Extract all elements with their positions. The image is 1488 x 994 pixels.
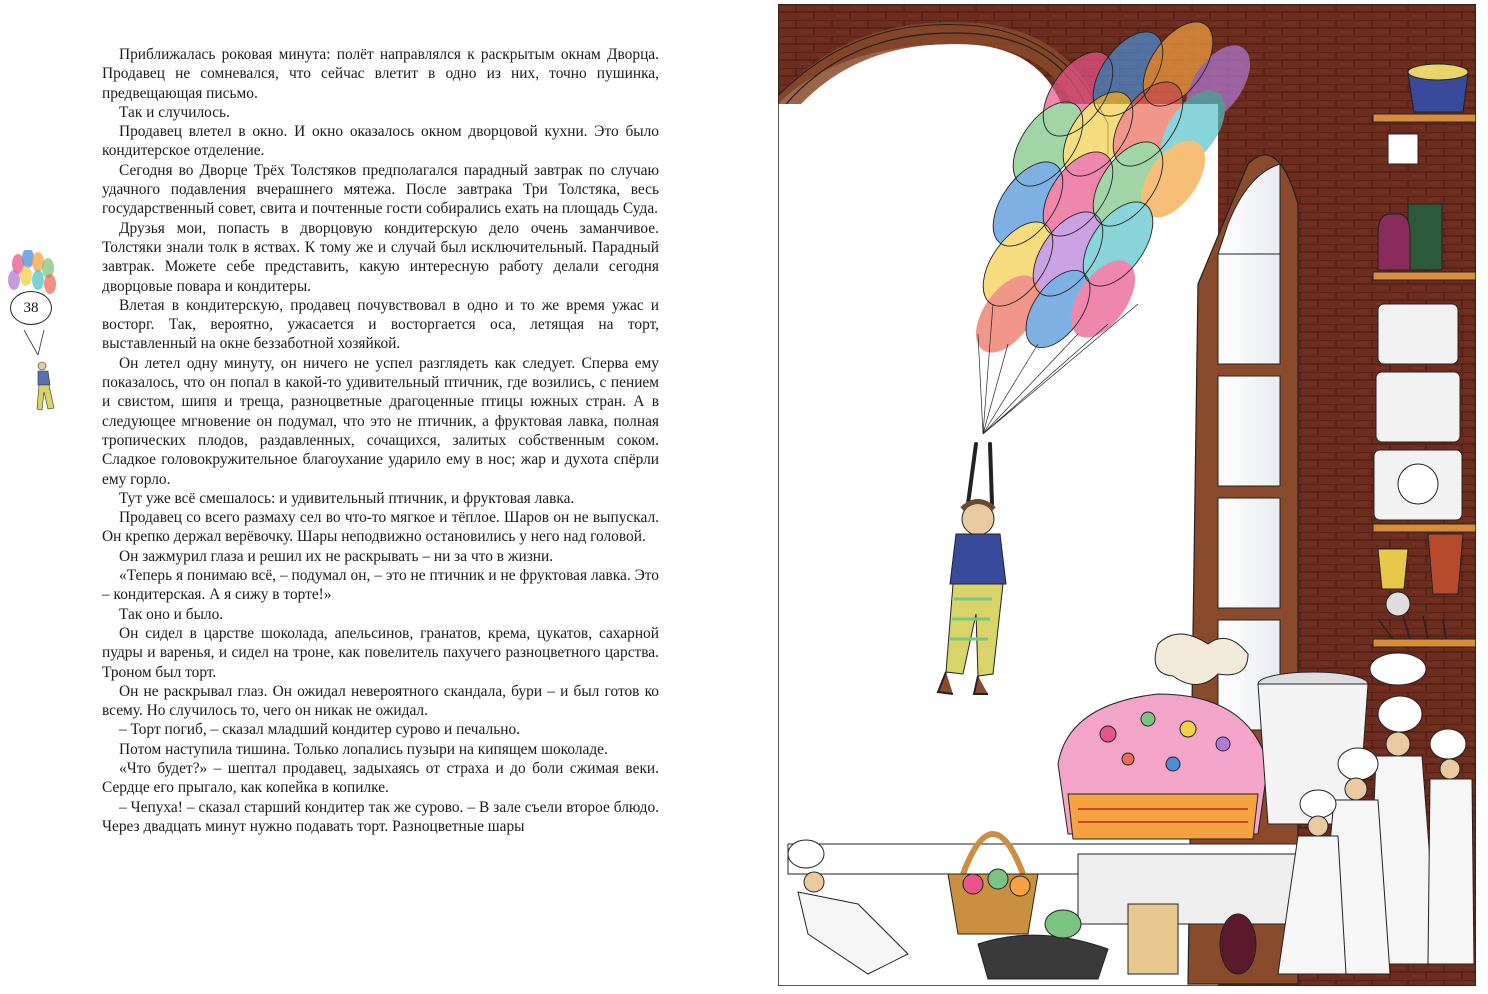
paragraph: Он летел одну минуту, он ничего не успел разглядеть как следует. Сперва ему показалось, что он попал в какой-то удивительный птичник, где возились, с пением и свистом, шипя и треща, разноцветные драгоценные птицы южных стран. А в следующее мгновение он подумал, что это не птичник, а фруктовая лавка, полная тропических плодов, раздавленных, сочащихся, залитых собственным соком. Сладкое головокружительное благоухание ударило ему в нос; жар и духота спёрли ему горло. [102,354,659,488]
paragraph: Он зажмурил глаза и решил их не раскрывать – ни за что в жизни. [119,547,554,565]
paragraph: Так и случилось. [119,103,230,121]
paragraph: Приближалась роковая минута: полёт направлялся к раскрытым окнам Дворца. Продавец не сомневался, что сейчас влетит в одно из них, точно пушинка, предвещающая письмо. [102,46,659,102]
paragraph: Продавец влетел в окно. И окно оказалось окном дворцовой кухни. Это было кондитерское отделение. [102,123,659,160]
paragraph: «Что будет?» – шептал продавец, задыхаясь от страха и до боли сжимая веки. Сердце его прыгало, как копейка в копилке. [102,759,659,797]
paragraph: – Торт погиб, – сказал младший кондитер сурово и печально. [119,721,520,739]
paragraph: Тут уже всё смешалось: и удивительный птичник, и фруктовая лавка. [119,489,575,507]
paragraph: Так оно и было. [119,605,224,623]
paragraph: Друзья мои, попасть в дворцовую кондитерскую дело очень заманчивое. Толстяки знали толк в яствах. К тому же и случай был исключительный. Парадный завтрак. Можете себе представить, какую интересную работу делали сегодня дворцовые повара и кондитеры. [102,219,659,295]
mini-man-figure [37,362,54,410]
paragraph: Потом наступила тишина. Только лопались пузыри на кипящем шоколаде. [119,740,608,758]
paragraph: «Теперь я понимаю всё, – подумал он, – это не птичник и не фруктовая лавка. Это – кондитерская. А я сижу в торте!» [102,567,659,604]
mini-balloons [8,250,56,294]
kitchen-illustration [778,4,1476,986]
paragraph: – Чепуха! – сказал старший кондитер так же сурово. – В зале съели второе блюдо. Через двадцать минут нужно подавать торт. Разноцветные шары [102,798,659,835]
page-number: 38 [10,291,52,325]
paragraph: Влетая в кондитерскую, продавец почувствовал в одно и то же время ужас и восторг. Так, вероятно, ужасается и восторгается оса, летящая на торт, выставленный на окне беззаботной хозяйкой. [102,296,659,353]
paragraph: Сегодня во Дворце Трёх Толстяков предполагался парадный завтрак по случаю удачного подавления вчерашнего мятежа. После завтрака Три Толстяка, весь государственный совет, свита и почтенные гости собирались ехать на площадь Суда. [102,161,659,218]
paragraph: Продавец со всего размаху сел во что-то мягкое и тёплое. Шаров он не выпускал. Он крепко держал верёвочку. Шары неподвижно остановились у него над головой. [102,509,659,546]
paragraph: Он сидел в царстве шоколада, апельсинов, гранатов, крема, цукатов, сахарной пудры и варенья, и сидел на троне, как повелитель пахучего разноцветного царства. Троном был торт. [102,624,659,681]
paragraph: Он не раскрывал глаз. Он ожидал невероятного скандала, бури – и был готов ко всему. Но случилось то, чего он никак не ожидал. [102,682,659,720]
body-text [102,45,659,836]
balloon-man-marker-icon [4,250,62,420]
